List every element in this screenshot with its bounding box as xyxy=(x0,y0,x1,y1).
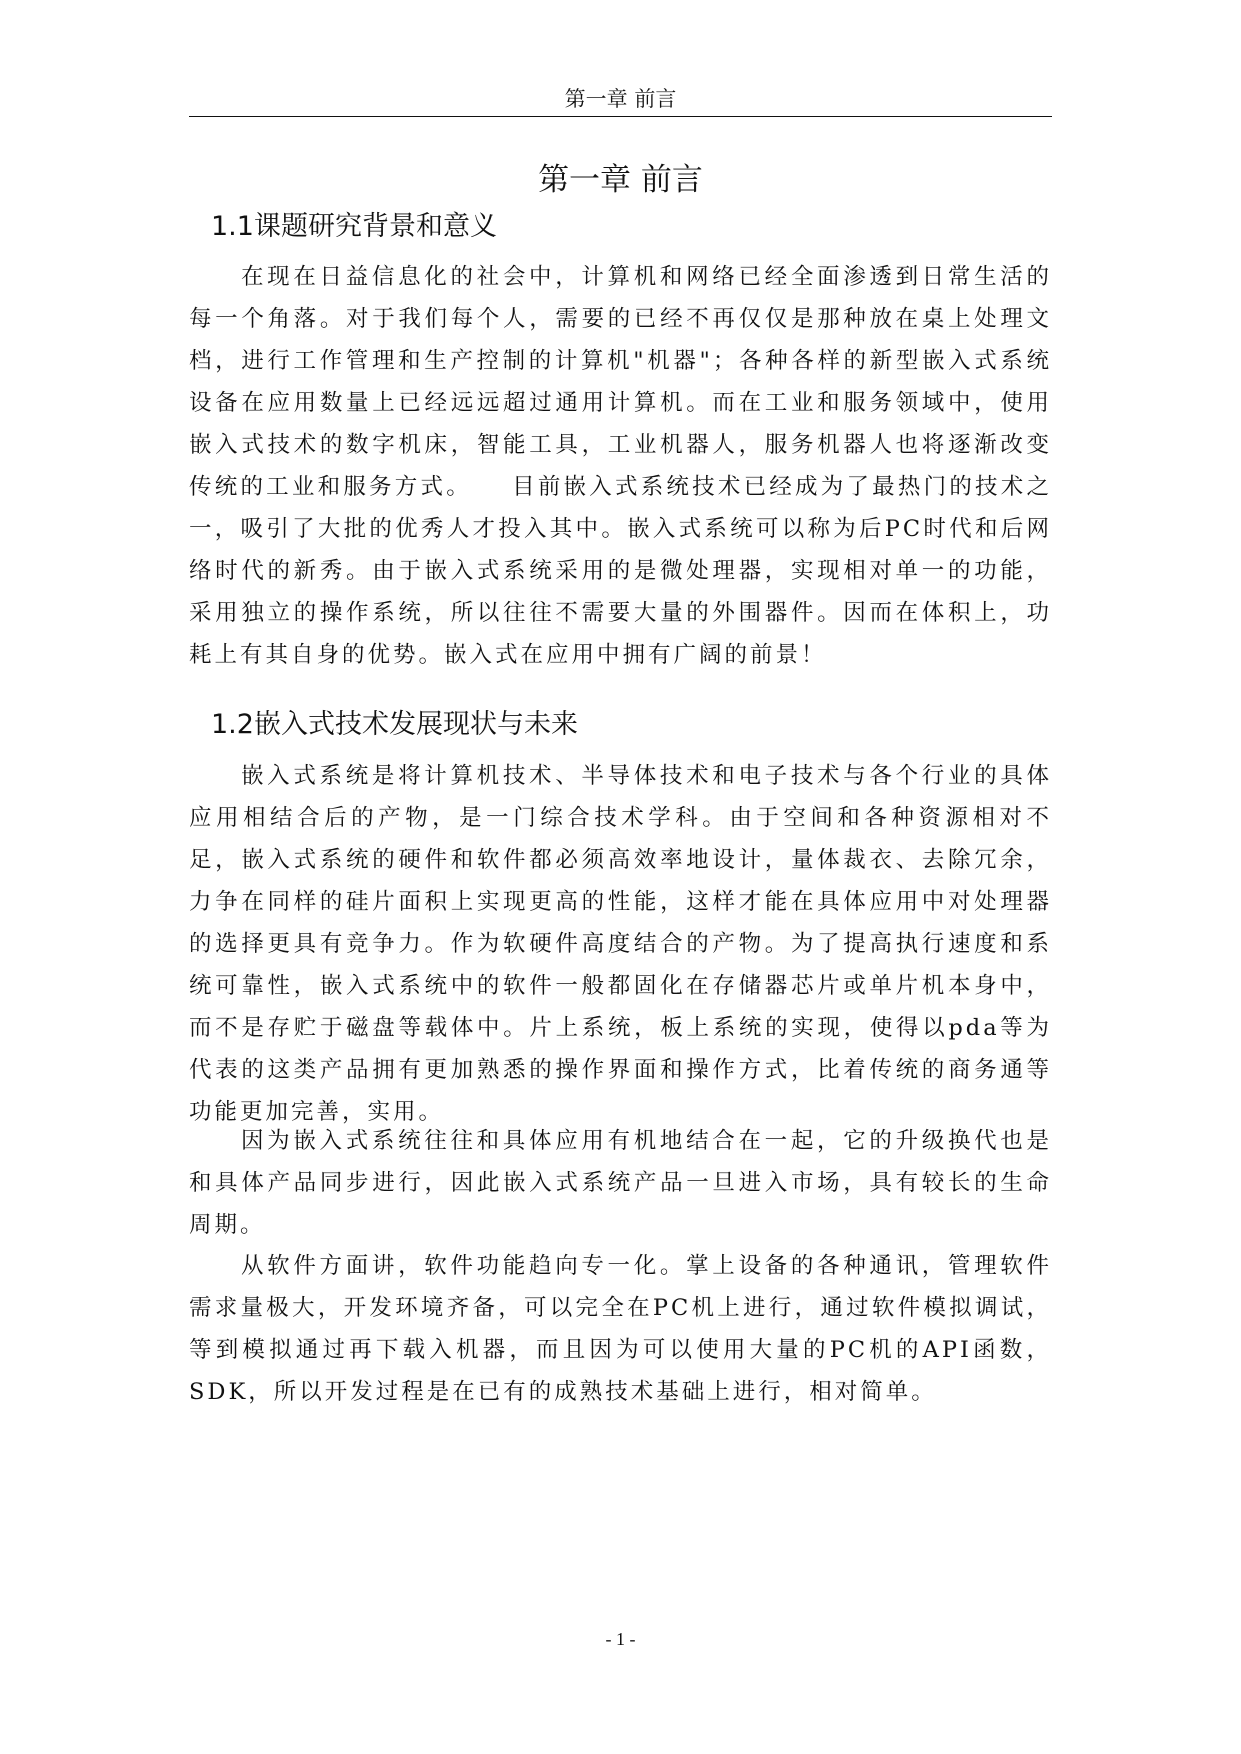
section-heading-1-1: 1.1课题研究背景和意义 xyxy=(211,211,497,242)
section-1-2-paragraph-2: 因为嵌入式系统往往和具体应用有机地结合在一起，它的升级换代也是和具体产品同步进行，因此嵌入式系统产品一旦进入市场，具有较长的生命周期。 xyxy=(189,1128,1052,1238)
section-1-2-paragraph-3: 从软件方面讲，软件功能趋向专一化。掌上设备的各种通讯，管理软件需求量极大，开发环境齐备，可以完全在PC机上进行，通过软件模拟调试，等到模拟通过再下载入机器，而且因为可以使用大量的PC机的API函数，SDK，所以开发过程是在已有的成熟技术基础上进行，相对简单。 xyxy=(189,1253,1052,1405)
section-heading-1-2: 1.2嵌入式技术发展现状与未来 xyxy=(211,709,578,740)
chapter-title: 第一章 前言 xyxy=(538,162,703,198)
running-header: 第一章 前言 xyxy=(189,84,1052,117)
section-1-1-paragraph-1: 在现在日益信息化的社会中，计算机和网络已经全面渗透到日常生活的每一个角落。对于我们每个人，需要的已经不再仅仅是那种放在桌上处理文档，进行工作管理和生产控制的计算机"机器"；各种各样的新型嵌入式系统设备在应用数量上已经远远超过通用计算机。而在工业和服务领域中，使用嵌入式技术的数字机床，智能工具，工业机器人，服务机器人也将逐渐改变传统的工业和服务方式。 目前嵌入式系统技术已经成为了最热门的技术之一，吸引了大批的优秀人才投入其中。嵌入式系统可以称为后PC时代和后网络时代的新秀。由于嵌入式系统采用的是微处理器，实现相对单一的功能，采用独立的操作系统，所以往往不需要大量的外围器件。因而在体积上，功耗上有其自身的优势。嵌入式在应用中拥有广阔的前景！ xyxy=(189,264,1052,668)
section-1-2-paragraph-1: 嵌入式系统是将计算机技术、半导体技术和电子技术与各个行业的具体应用相结合后的产物，是一门综合技术学科。由于空间和各种资源相对不足，嵌入式系统的硬件和软件都必须高效率地设计，量体裁衣、去除冗余，力争在同样的硅片面积上实现更高的性能，这样才能在具体应用中对处理器的选择更具有竞争力。作为软硬件高度结合的产物。为了提高执行速度和系统可靠性，嵌入式系统中的软件一般都固化在存储器芯片或单片机本身中，而不是存贮于磁盘等载体中。片上系统，板上系统的实现，使得以pda等为代表的这类产品拥有更加熟悉的操作界面和操作方式，比着传统的商务通等功能更加完善，实用。 xyxy=(189,763,1052,1125)
page-number: - 1 - xyxy=(605,1629,636,1649)
